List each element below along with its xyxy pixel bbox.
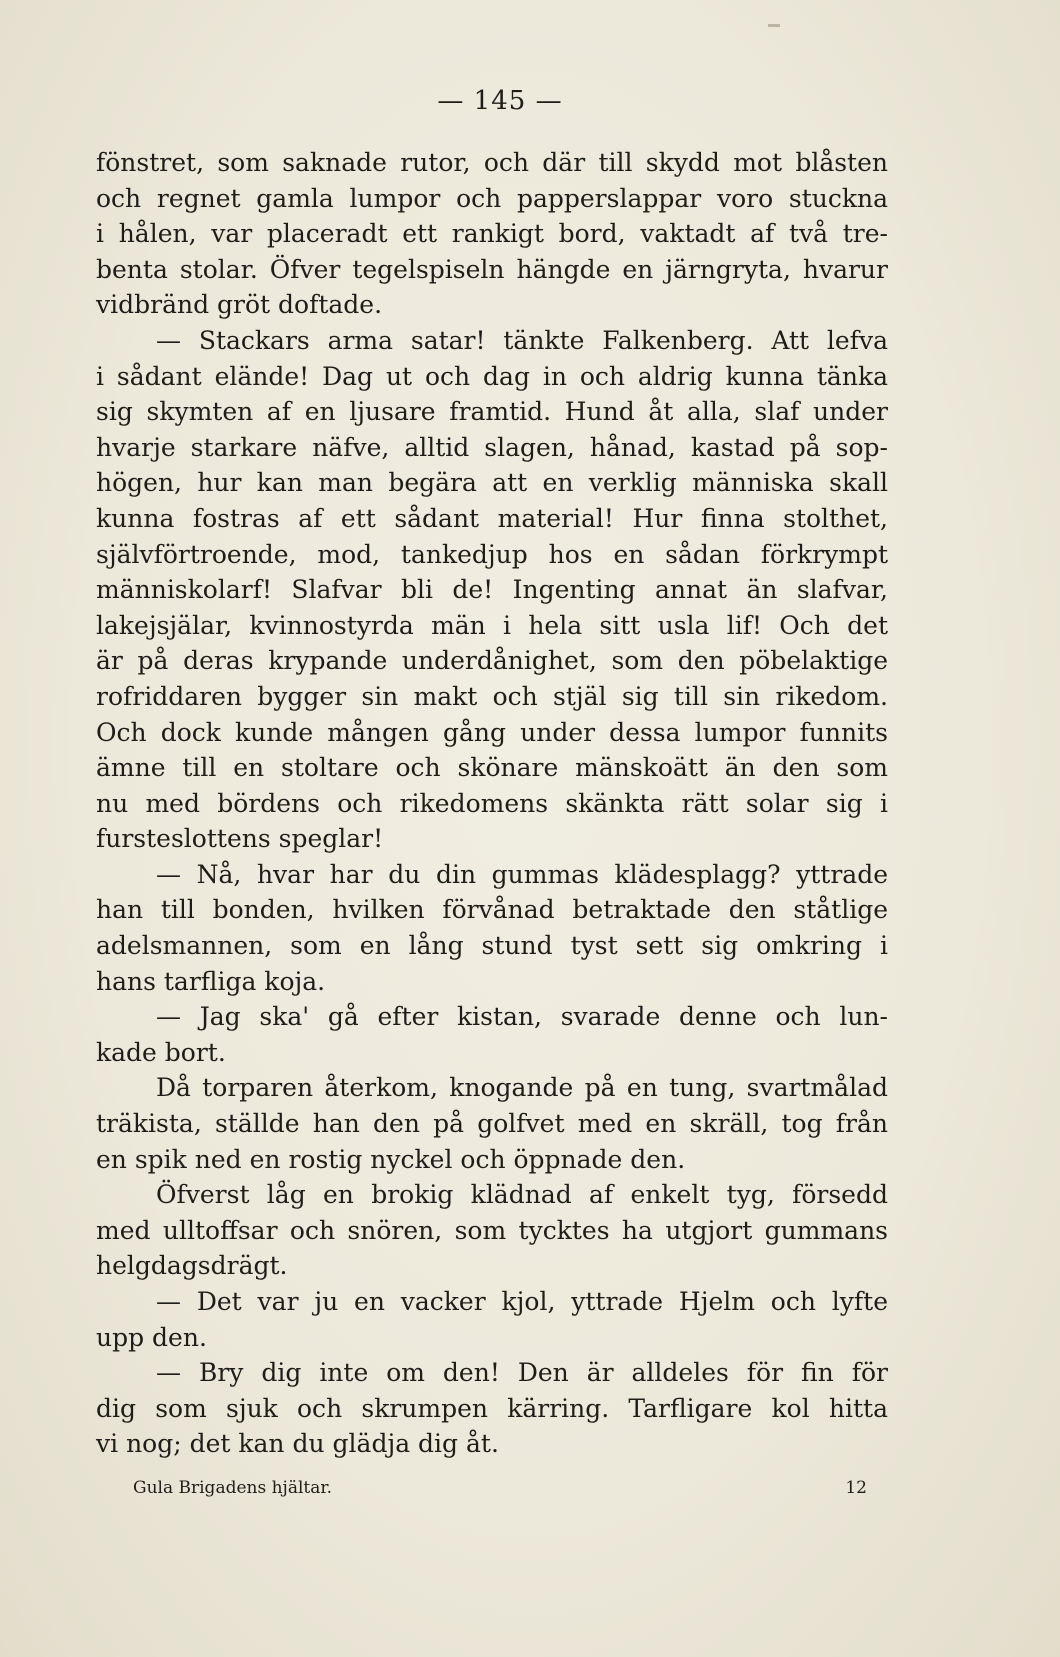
text-line: självförtroende, mod, tankedjup hos en sådan förkrympt [96,539,888,569]
page-footer [133,1478,867,1498]
text-line: med ulltoffsar och snören, som tycktes ha utgjort gummans [96,1215,888,1245]
footer-title: Gula Brigadens hjältar. [133,1478,333,1498]
text-line: — Stackars arma satar! tänkte Falkenberg. Att lefva [156,325,888,355]
text-line: ämne till en stoltare och skönare mänskoätt än den som [96,753,888,783]
text-line: dig som sjuk och skrumpen kärring. Tarfligare kol hitta [96,1393,888,1423]
text-line: vidbränd gröt doftade. [96,290,383,320]
text-line: nu med bördens och rikedomens skänkta rätt solar sig i [96,788,888,818]
text-line: rofriddaren bygger sin makt och stjäl sig till sin rikedom. [96,681,888,711]
text-line: i hålen, var placeradt ett rankigt bord, vaktadt af två tre- [96,219,888,249]
text-line: fönstret, som saknade rutor, och där till skydd mot blåsten [96,148,888,177]
text-line: adelsmannen, som en lång stund tyst sett sig omkring i [96,931,888,961]
text-line: — Nå, hvar har du din gummas klädesplagg? yttrade [156,859,888,889]
text-line: — Bry dig inte om den! Den är alldeles för fin för [156,1358,888,1388]
signature-mark: 12 [845,1478,867,1498]
body-text [96,145,888,1462]
text-line: träkista, ställde han den på golfvet med en skräll, tog från [96,1109,888,1139]
text-line: och regnet gamla lumpor och papperslappar voro stuckna [96,183,888,213]
text-line: sig skymten af en ljusare framtid. Hund åt alla, slaf under [96,397,888,427]
text-line: Och dock kunde mången gång under dessa lumpor funnits [96,717,888,747]
text-line: Öfverst låg en brokig klädnad af enkelt tyg, försedd [156,1180,888,1210]
text-line: helgdagsdrägt. [96,1251,288,1281]
page-number: — 145 — [437,86,563,116]
text-line: kade bort. [96,1037,226,1067]
text-line: en spik ned en rostig nyckel och öppnade den. [96,1144,686,1174]
text-line: Då torparen återkom, knogande på en tung, svartmålad [156,1073,888,1103]
text-line: lakejsjälar, kvinnostyrda män i hela sitt usla lif! Och det [96,610,888,640]
text-line: hvarje starkare näfve, alltid slagen, hånad, kastad på sop- [96,432,888,462]
text-line: fursteslottens speglar! [96,824,384,854]
text-line: högen, hur kan man begära att en verklig människa skall [96,468,888,498]
text-line: vi nog; det kan du glädja dig åt. [96,1429,499,1459]
text-line: kunna fostras af ett sådant material! Hur finna stolthet, [96,503,888,533]
text-line: han till bonden, hvilken förvånad betraktade den ståtlige [96,895,888,925]
text-line: människolarf! Slafvar bli de! Ingenting annat än slafvar, [96,575,888,605]
text-line: — Det var ju en vacker kjol, yttrade Hjelm och lyfte [156,1287,888,1316]
text-line: hans tarfliga koja. [96,966,326,996]
text-line: — Jag ska' gå efter kistan, svarade denne och lun- [156,1002,888,1032]
text-line: är på deras krypande underdånighet, som den pöbelaktige [96,646,888,676]
text-line: benta stolar. Öfver tegelspiseln hängde en järngryta, hvarur [96,254,888,284]
print-mark [768,24,780,27]
text-line: i sådant elände! Dag ut och dag in och aldrig kunna tänka [96,361,888,391]
text-line: upp den. [96,1322,207,1352]
